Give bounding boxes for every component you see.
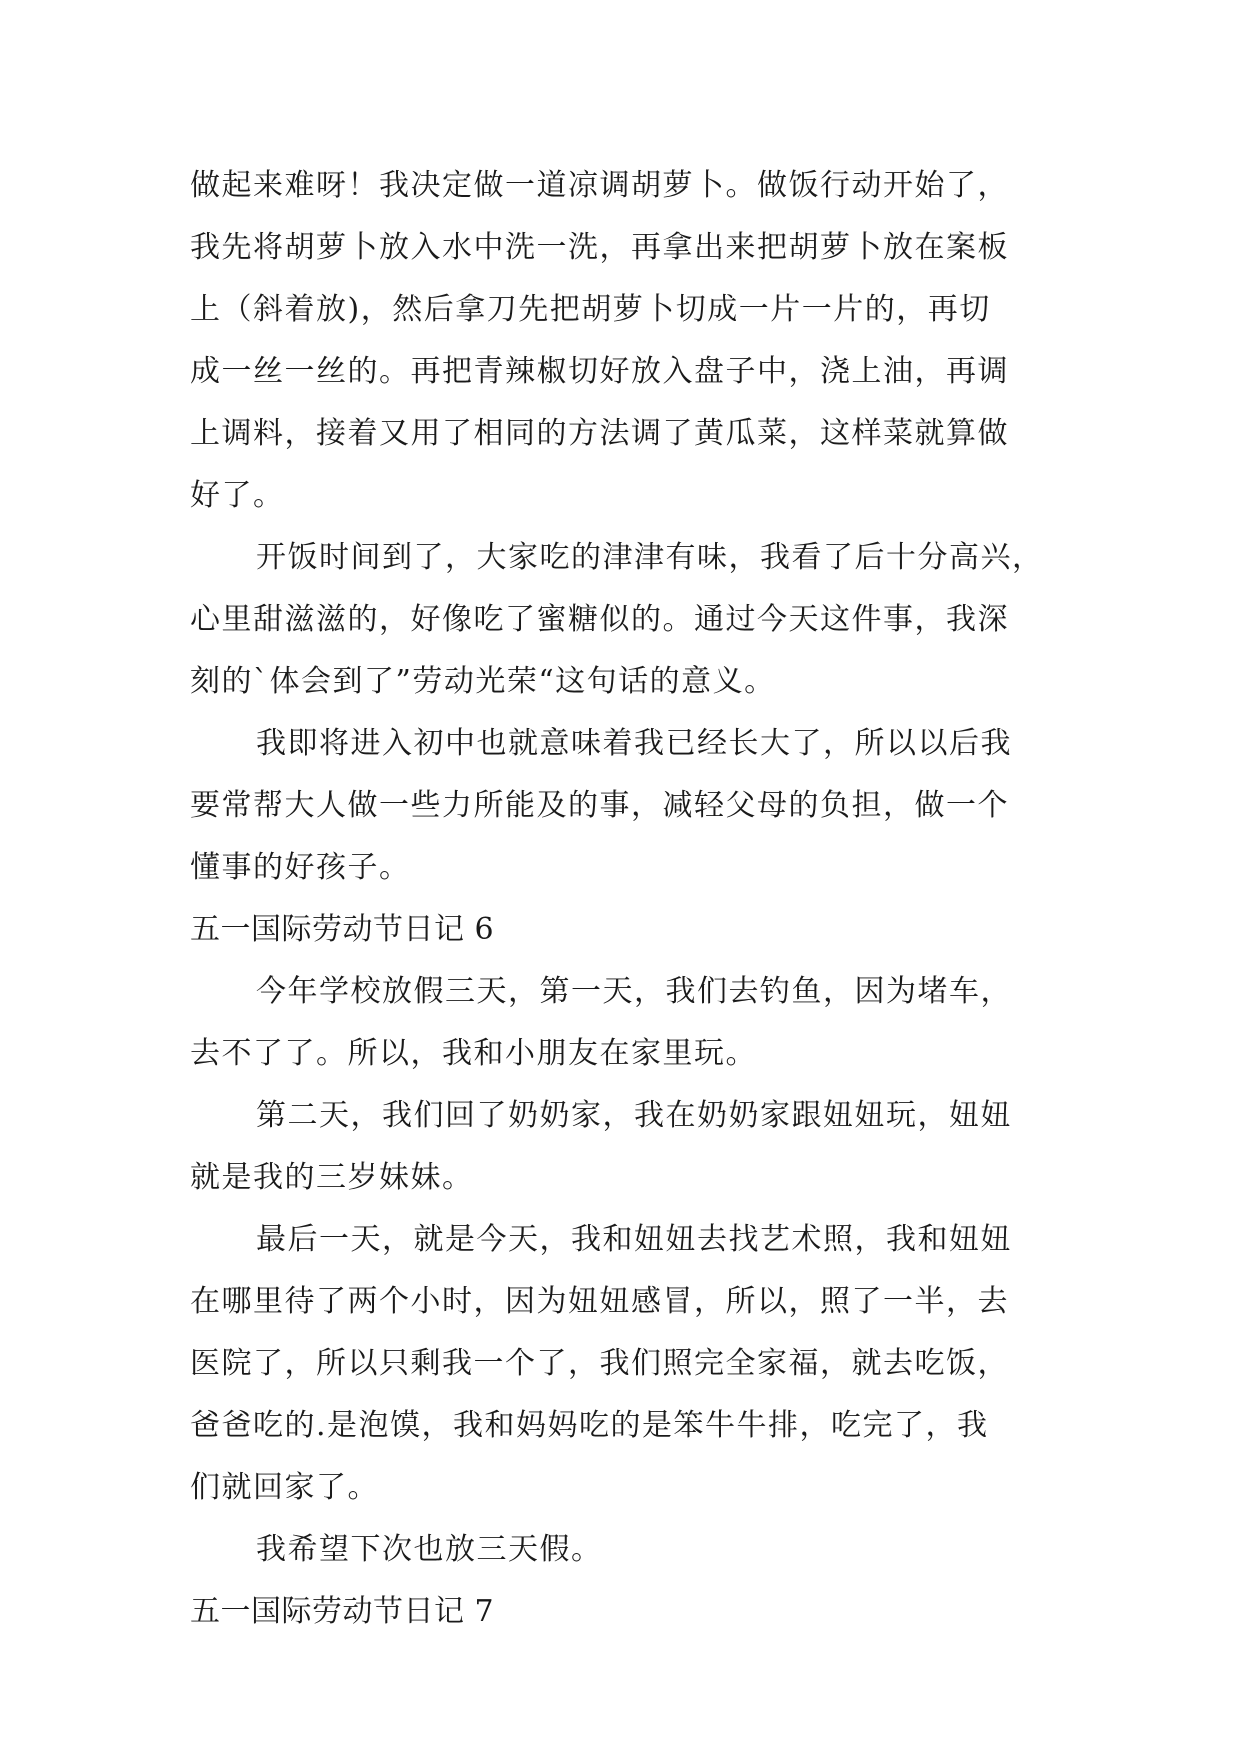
text-line: 我即将进入初中也就意味着我已经长大了，所以以后我 (256, 726, 1012, 761)
text-line: 心里甜滋滋的，好像吃了蜜糖似的。通过今天这件事，我深 (190, 602, 1009, 637)
text-line: 开饭时间到了，大家吃的津津有味，我看了后十分高兴， (256, 540, 1044, 575)
text-line: 上调料，接着又用了相同的方法调了黄瓜菜，这样菜就算做 (190, 416, 1009, 451)
text-line: 第二天，我们回了奶奶家，我在奶奶家跟妞妞玩，妞妞 (256, 1098, 1012, 1133)
document-body (190, 155, 1070, 1643)
text-line: 懂事的好孩子。 (190, 850, 411, 885)
text-line: 爸爸吃的.是泡馍，我和妈妈吃的是笨牛牛排，吃完了，我 (190, 1408, 989, 1443)
section-heading: 五一国际劳动节日记 7 (190, 1594, 495, 1629)
text-line: 我希望下次也放三天假。 (256, 1532, 603, 1567)
text-line: 在哪里待了两个小时，因为妞妞感冒，所以，照了一半，去 (190, 1284, 1009, 1319)
text-line: 就是我的三岁妹妹。 (190, 1160, 474, 1195)
text-line: 做起来难呀！我决定做一道凉调胡萝卜。做饭行动开始了， (190, 168, 1009, 203)
text-line: 刻的`体会到了”劳动光荣“这句话的意义。 (190, 664, 776, 699)
text-line: 们就回家了。 (190, 1470, 379, 1505)
text-line: 最后一天，就是今天，我和妞妞去找艺术照，我和妞妞 (256, 1222, 1012, 1257)
text-line: 成一丝一丝的。再把青辣椒切好放入盘子中，浇上油，再调 (190, 354, 1009, 389)
text-line: 去不了了。所以，我和小朋友在家里玩。 (190, 1036, 757, 1071)
text-line: 好了。 (190, 478, 285, 513)
text-line: 我先将胡萝卜放入水中洗一洗，再拿出来把胡萝卜放在案板 (190, 230, 1009, 265)
text-line: 上（斜着放)，然后拿刀先把胡萝卜切成一片一片的，再切 (190, 292, 991, 327)
text-line: 要常帮大人做一些力所能及的事，减轻父母的负担，做一个 (190, 788, 1009, 823)
section-heading: 五一国际劳动节日记 6 (190, 912, 495, 947)
text-line: 医院了，所以只剩我一个了，我们照完全家福，就去吃饭， (190, 1346, 1009, 1381)
text-line: 今年学校放假三天，第一天，我们去钓鱼，因为堵车， (256, 974, 1012, 1009)
